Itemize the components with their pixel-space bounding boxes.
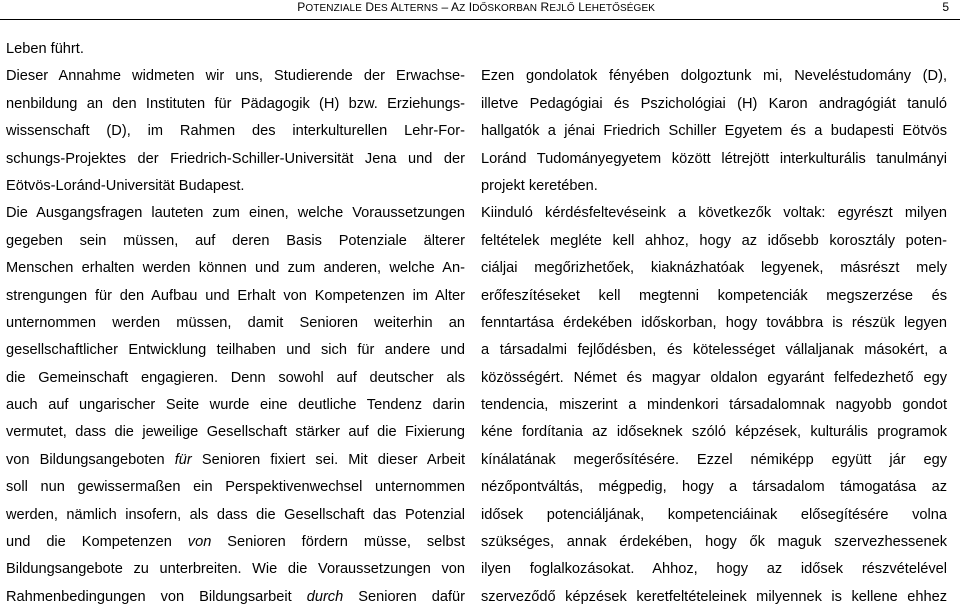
german-text-line: nenbildung an den Instituten für Pädagogik (H) bzw. Erziehungs- [6, 95, 465, 112]
german-text-line: strengungen für den Aufbau und Erhalt von Kompetenzen im Alter [6, 287, 465, 304]
hungarian-text-line: kínálatának megerősítésére. Ezzel némiképp együtt jár egy [481, 451, 947, 468]
german-text-line: Rahmenbedingungen von Bildungsarbeit durch Senioren dafür [6, 588, 465, 605]
german-text-line: auch auf ungarischer Seite wurde eine deutliche Tendenz darin [6, 397, 465, 414]
hungarian-text-line: hallgatók a jénai Friedrich Schiller Egyetem és a budapesti Eötvös [481, 123, 947, 140]
header-rule [0, 19, 960, 20]
hungarian-text-line: idősek potenciáljának, kompetenciáinak elősegítésére volna [481, 506, 947, 523]
german-text-line: von Bildungsangeboten für Senioren fixiert sei. Mit dieser Arbeit [6, 451, 465, 468]
hungarian-text-line: közösségért. Német és magyar oldalon egyaránt felfedezhető egy [481, 369, 947, 386]
hungarian-text-line: kéne fordítania az időseknek szóló képzések, kulturális programok [481, 424, 947, 441]
hungarian-text-line: szükséges, annak érdekében, hogy ők maguk szervezhessenek [481, 534, 947, 551]
german-text-line: gesellschaftlicher Entwicklung teilhaben und sich für andere und [6, 342, 465, 359]
hungarian-text-line: erőfeszítéseket kell megtenni kompetenciák megszerzése és [481, 287, 947, 304]
running-header [0, 0, 960, 20]
german-text-line: Leben führt. [6, 41, 84, 57]
german-text-line: soll nun gewissermaßen ein Perspektivenwechsel unternommen [6, 479, 465, 496]
german-text-line: Dieser Annahme widmeten wir uns, Studierende der Erwachse- [6, 68, 465, 85]
german-text-line: gegeben sein müssen, auf deren Basis Potenziale älterer [6, 232, 465, 249]
german-text-line: werden, nämlich insofern, als dass die Gesellschaft das Potenzial [6, 506, 465, 523]
hungarian-text-line: tendencia, miszerint a mindenkori társadalomnak nagyobb gondot [481, 397, 947, 414]
german-text-line: vermutet, dass die jeweilige Gesellschaft stärker auf die Fixierung [6, 424, 465, 441]
german-text-column [6, 36, 465, 611]
running-header-title: POTENZIALE DES ALTERNS – AZ IDŐSKORBAN REJLŐ LEHETŐSÉGEK [297, 0, 655, 14]
hungarian-text-line: feltételek megléte kell ahhoz, hogy az idősebb korosztály poten- [481, 232, 947, 249]
hungarian-text-line: Kiinduló kérdésfeltevéseink a következők voltak: egyrészt milyen [481, 205, 947, 222]
german-text-line: die Gemeinschaft engagieren. Denn sowohl auf deutscher als [6, 369, 465, 386]
hungarian-text-line: illetve Pedagógiai és Pszichológiai (H) Karon andragógiát tanuló [481, 95, 947, 112]
hungarian-text-line: a társadalmi fejlődésben, és kötelességet vállaljanak másokért, a [481, 342, 947, 359]
hungarian-text-line: szerveződő képzések keretfeltételeinek milyennek is kellene ehhez [481, 588, 947, 605]
page-number: 5 [942, 0, 949, 14]
german-text-line: Eötvös-Loránd-Universität Budapest. [6, 177, 245, 194]
german-text-line: Bildungsangebote zu unterbreiten. Wie die Voraussetzungen von [6, 561, 465, 578]
german-text-line: Menschen erhalten werden können und zum anderen, welche An- [6, 260, 465, 277]
german-text-line: wissenschaft (D), im Rahmen des interkulturellen Lehr-For- [6, 123, 465, 140]
german-text-line: Die Ausgangsfragen lauteten zum einen, welche Voraussetzungen [6, 205, 465, 222]
german-text-line: schungs-Projektes der Friedrich-Schiller-Universität Jena und der [6, 150, 465, 167]
hungarian-text-line: ciáljai megőrizhetőek, kiaknázhatóak legyenek, másrészt mely [481, 260, 947, 277]
hungarian-text-line [481, 36, 947, 63]
hungarian-text-line: projekt keretében. [481, 177, 598, 194]
hungarian-text-line: Loránd Tudományegyetem között létrejött interkulturális tanulmányi [481, 150, 947, 167]
hungarian-text-line: ilyen foglalkozásokat. Ahhoz, hogy az idősek részvételével [481, 561, 947, 578]
hungarian-text-line: fenntartása érdekében időskorban, hogy továbbra is részük legyen [481, 314, 947, 331]
hungarian-text-line: Ezen gondolatok fényében dolgoztunk mi, Neveléstudomány (D), [481, 68, 947, 85]
hungarian-text-line: nézőpontváltás, mégpedig, hogy a társadalom támogatása az [481, 479, 947, 496]
hungarian-text-column [481, 36, 947, 611]
german-text-line: unternommen werden müssen, damit Senioren weiterhin an [6, 314, 465, 331]
german-text-line: und die Kompetenzen von Senioren fördern müsse, selbst [6, 534, 465, 551]
